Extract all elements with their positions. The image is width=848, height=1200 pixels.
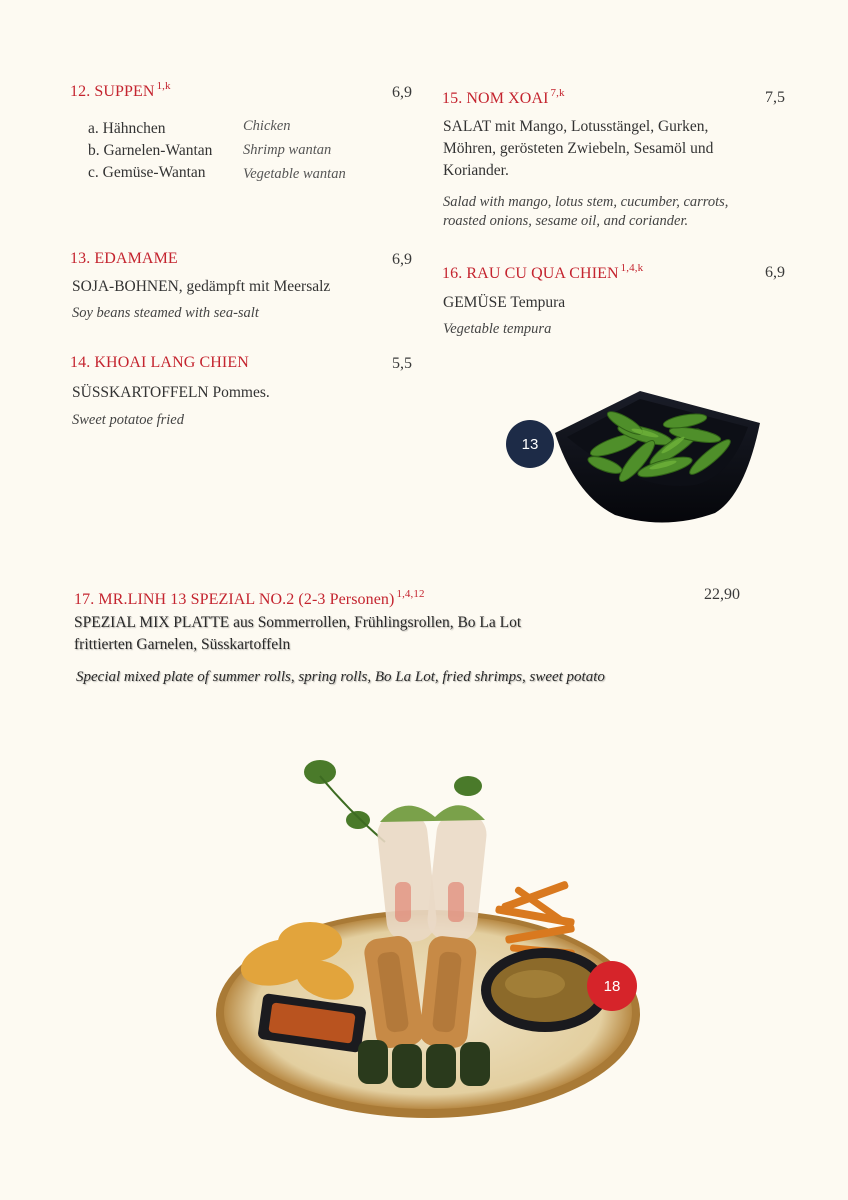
item-title-text: 17. MR.LINH 13 SPEZIAL NO.2 (2-3 Personen) (74, 591, 395, 608)
item-12-price: 6,9 (392, 84, 412, 101)
item-title-text: 12. SUPPEN (70, 83, 155, 100)
item-14-desc-en: Sweet potatoe fried (72, 412, 184, 428)
item-12-title (70, 80, 171, 101)
item-16-title (442, 262, 643, 283)
allergen-codes: 1,4,12 (396, 588, 425, 600)
mixed-platter-photo (210, 752, 650, 1122)
item-13-desc-en: Soy beans steamed with sea-salt (72, 305, 259, 321)
item-14-desc-de: SÜSSKARTOFFELN Pommes. (72, 384, 270, 401)
item-title-text: 16. RAU CU QUA CHIEN (442, 265, 619, 282)
item-14-title: 14. KHOAI LANG CHIEN (70, 354, 249, 371)
item-16-desc-en: Vegetable tempura (443, 321, 552, 337)
photo-number-badge: 18 (587, 961, 637, 1011)
allergen-codes: 7,k (550, 87, 565, 99)
item-15-price: 7,5 (765, 89, 785, 106)
desc-line: roasted onions, sesame oil, and coriander. (443, 213, 689, 229)
item-15-desc-de (443, 116, 713, 182)
desc-line: Koriander. (443, 162, 509, 179)
item-17-price: 22,90 (704, 586, 740, 603)
item-17-desc-de (74, 612, 521, 656)
desc-line: frittierten Garnelen, Süsskartoffeln (74, 636, 291, 653)
item-15-title (442, 87, 565, 108)
item-13-desc-de: SOJA-BOHNEN, gedämpft mit Meersalz (72, 278, 331, 295)
item-17-title (74, 588, 425, 609)
item-15-desc-en (443, 193, 728, 231)
item-16-price: 6,9 (765, 264, 785, 281)
desc-line: Möhren, gerösteten Zwiebeln, Sesamöl und (443, 140, 714, 157)
allergen-codes: 1,4,k (620, 262, 644, 274)
desc-line: Salad with mango, lotus stem, cucumber, carrots, (443, 194, 729, 210)
allergen-codes: 1,k (156, 80, 171, 92)
item-title-text: 15. NOM XOAI (442, 90, 549, 107)
edamame-bowl-photo (545, 385, 770, 535)
desc-line: SPEZIAL MIX PLATTE aus Sommerrollen, Frühlingsrollen, Bo La Lot (74, 614, 522, 631)
item-17-desc-en: Special mixed plate of summer rolls, spring rolls, Bo La Lot, fried shrimps, sweet potato (76, 669, 605, 685)
option-c-en: Vegetable wantan (243, 166, 346, 182)
option-b-de: b. Garnelen-Wantan (88, 142, 213, 159)
item-14-price: 5,5 (392, 355, 412, 372)
option-a-de: a. Hähnchen (88, 120, 166, 137)
item-13-price: 6,9 (392, 251, 412, 268)
option-a-en: Chicken (243, 118, 291, 134)
option-c-de: c. Gemüse-Wantan (88, 164, 206, 181)
item-16-desc-de: GEMÜSE Tempura (443, 294, 566, 311)
desc-line: SALAT mit Mango, Lotusstängel, Gurken, (443, 118, 709, 135)
item-13-title: 13. EDAMAME (70, 250, 178, 267)
option-b-en: Shrimp wantan (243, 142, 332, 158)
photo-number-badge: 13 (506, 420, 554, 468)
